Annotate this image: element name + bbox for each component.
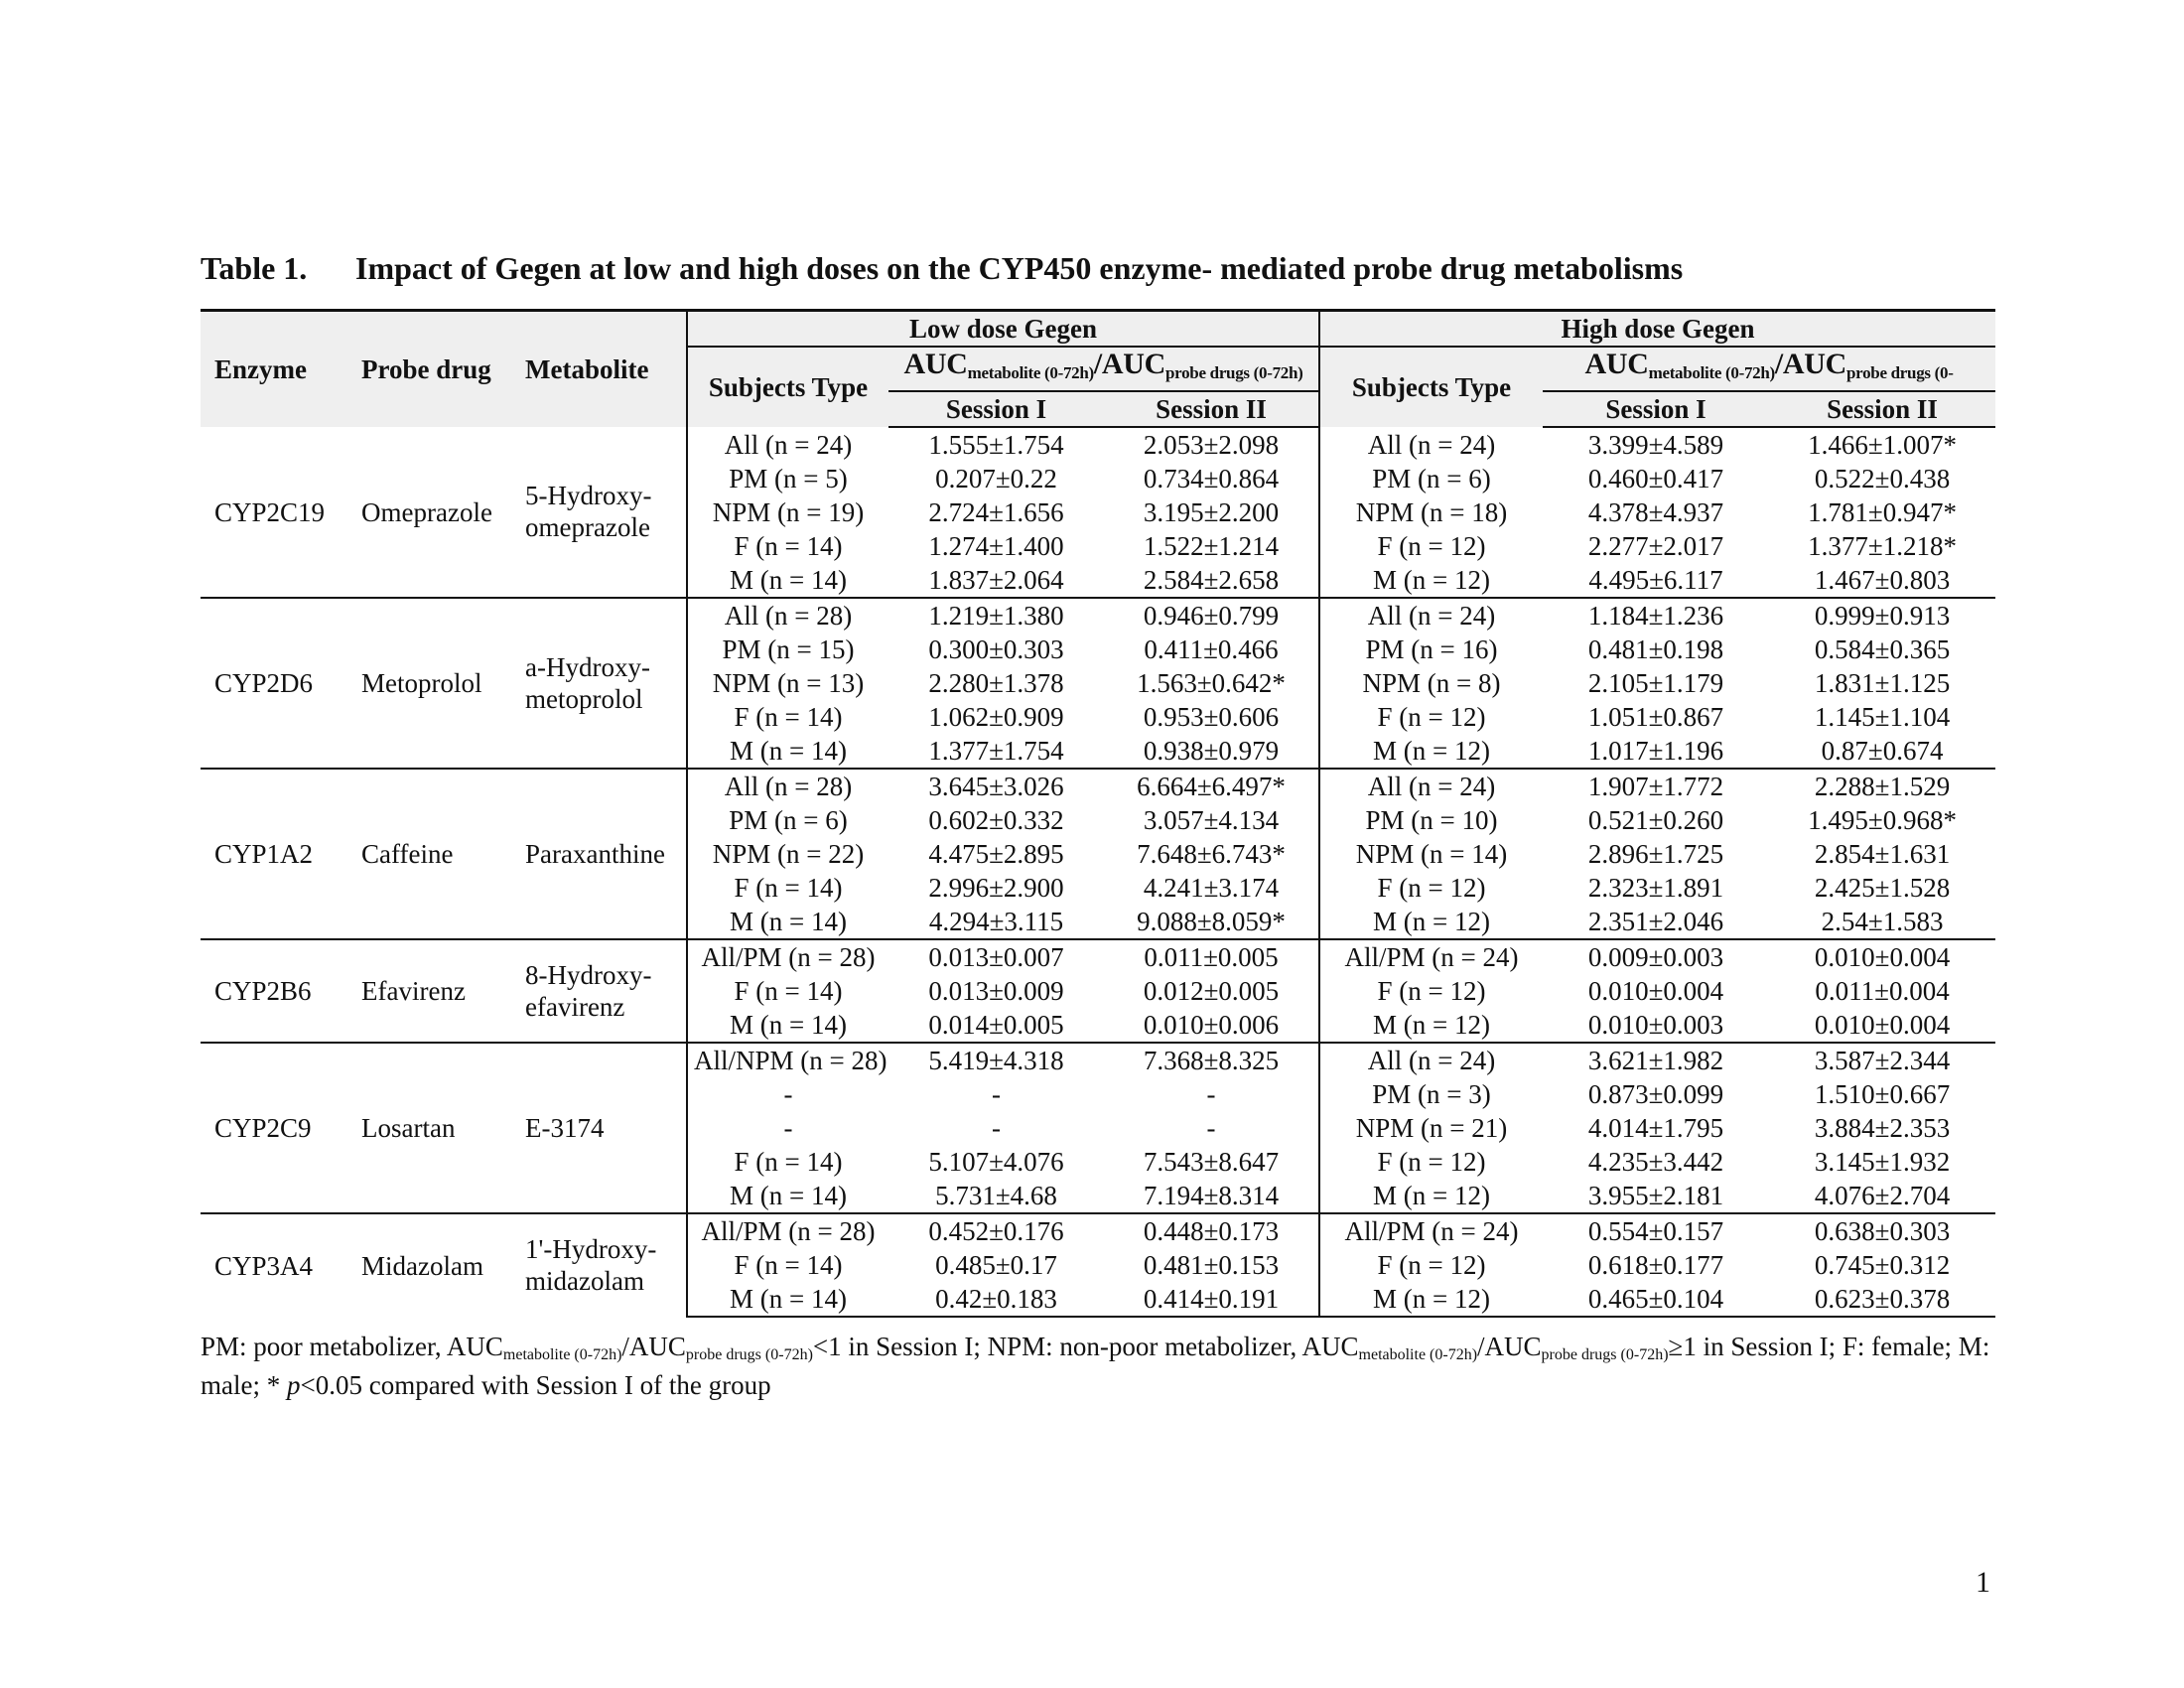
low-session-2-value: 0.012±0.005 xyxy=(1143,976,1280,1006)
low-auc-ratio-header: $AUC_{metabolite (0-72h)}/AUC_{probe drugs (0-72h)}$ xyxy=(888,347,1319,391)
high-subjects: NPM (n = 14) xyxy=(1319,837,1543,871)
table-label: Table 1. xyxy=(201,250,308,286)
low-subjects: All/PM (n = 28) xyxy=(687,939,888,974)
probe-drug-cell: Omeprazole xyxy=(361,496,492,527)
low-session-1-value: 1.274±1.400 xyxy=(928,531,1064,561)
table-header xyxy=(201,311,1995,428)
metabolite-cell: E-3174 xyxy=(511,1043,687,1213)
high-session-1-value: 0.618±0.177 xyxy=(1587,1250,1724,1280)
high-session-1-value: 0.460±0.417 xyxy=(1587,464,1724,493)
low-session-2-value: 0.481±0.153 xyxy=(1143,1250,1280,1280)
low-subjects: M (n = 14) xyxy=(687,563,888,598)
low-session-1-value: 0.42±0.183 xyxy=(888,1282,1104,1317)
low-session-1-value: 1.555±1.754 xyxy=(928,430,1064,460)
high-session-1-value: 3.621±1.982 xyxy=(1543,1043,1769,1077)
high-session-1-value: 2.351±2.046 xyxy=(1587,907,1724,936)
high-auc-ratio-header: $AUC_{metabolite (0-72h)}/AUC_{probe drugs (0-}$ xyxy=(1543,347,1995,391)
low-session-2-value: 1.563±0.642* xyxy=(1137,668,1286,698)
low-session-1-value: 5.107±4.076 xyxy=(928,1147,1064,1177)
high-subjects: F (n = 12) xyxy=(1319,700,1543,734)
high-subjects: All (n = 24) xyxy=(1319,598,1543,633)
results-table xyxy=(201,309,1995,1318)
low-session-2-value: 0.411±0.466 xyxy=(1144,634,1279,664)
low-session-2-value: 3.195±2.200 xyxy=(1143,497,1280,527)
high-session-1-value: 4.014±1.795 xyxy=(1587,1113,1724,1143)
high-session-2-value: 0.010±0.004 xyxy=(1769,939,1995,974)
high-session-1-value: 1.907±1.772 xyxy=(1543,769,1769,803)
high-session-2-value: 3.587±2.344 xyxy=(1769,1043,1995,1077)
low-session-1-value: 2.996±2.900 xyxy=(928,873,1064,903)
high-subjects: PM (n = 6) xyxy=(1319,462,1543,495)
enzyme-cell: CYP2D6 xyxy=(201,598,347,769)
high-session-1-value: 2.105±1.179 xyxy=(1587,668,1724,698)
low-subjects-type: Subjects Type xyxy=(687,347,888,427)
low-subjects: PM (n = 6) xyxy=(687,803,888,837)
high-session-2-value: 1.467±0.803 xyxy=(1814,565,1951,595)
high-session-1-value: 2.896±1.725 xyxy=(1587,839,1724,869)
low-session-1-value: 2.280±1.378 xyxy=(928,668,1064,698)
low-subjects: NPM (n = 13) xyxy=(687,666,888,700)
low-session-2-value: - xyxy=(1206,1079,1216,1109)
high-session-2-value: 0.010±0.004 xyxy=(1814,1010,1951,1040)
high-session-1-value: 0.481±0.198 xyxy=(1587,634,1724,664)
high-session-2-value: 0.584±0.365 xyxy=(1814,634,1951,664)
low-session-2-value: 2.584±2.658 xyxy=(1143,565,1280,595)
high-subjects: M (n = 12) xyxy=(1319,905,1543,939)
enzyme-cell: CYP2B6 xyxy=(201,939,347,1043)
table-caption xyxy=(201,250,1683,287)
high-session-1-value: 0.010±0.003 xyxy=(1587,1010,1724,1040)
high-subjects: F (n = 12) xyxy=(1319,974,1543,1008)
high-session-2-value: 0.623±0.378 xyxy=(1769,1282,1995,1317)
low-subjects: NPM (n = 19) xyxy=(687,495,888,529)
enzyme-cell: CYP2C9 xyxy=(201,1043,347,1213)
low-session-2-value: 0.414±0.191 xyxy=(1104,1282,1319,1317)
high-subjects: F (n = 12) xyxy=(1319,871,1543,905)
high-subjects: F (n = 12) xyxy=(1319,1145,1543,1179)
high-subjects: M (n = 12) xyxy=(1319,734,1543,769)
low-session-1-value: 0.207±0.22 xyxy=(935,464,1057,493)
table-title: Impact of Gegen at low and high doses on the CYP450 enzyme- mediated probe drug metabolisms xyxy=(355,250,1684,286)
high-subjects: All/PM (n = 24) xyxy=(1319,939,1543,974)
low-subjects: All (n = 28) xyxy=(687,769,888,803)
col-metabolite: Metabolite xyxy=(525,354,649,384)
high-session-1-value: 4.378±4.937 xyxy=(1587,497,1724,527)
high-subjects: All (n = 24) xyxy=(1319,427,1543,462)
high-session-2-value: 4.076±2.704 xyxy=(1814,1181,1951,1210)
low-session-1-value: 3.645±3.026 xyxy=(888,769,1104,803)
high-subjects: F (n = 12) xyxy=(1319,529,1543,563)
low-session-2: Session II xyxy=(1104,391,1319,427)
low-subjects: F (n = 14) xyxy=(687,1145,888,1179)
low-session-2-value: 2.053±2.098 xyxy=(1143,430,1280,460)
low-session-1-value: 1.837±2.064 xyxy=(928,565,1064,595)
high-session-2-value: 3.884±2.353 xyxy=(1814,1113,1951,1143)
metabolite-cell: Paraxanthine xyxy=(511,769,687,939)
low-subjects: NPM (n = 22) xyxy=(687,837,888,871)
probe-drug-cell: Losartan xyxy=(347,1043,511,1213)
low-session-1-value: 4.294±3.115 xyxy=(928,907,1064,936)
col-probe-drug: Probe drug xyxy=(361,354,491,384)
high-session-1-value: 0.010±0.004 xyxy=(1587,976,1724,1006)
high-session-1-value: 0.873±0.099 xyxy=(1587,1079,1724,1109)
metabolite-cell: a-Hydroxy-metoprolol xyxy=(511,598,687,769)
high-session-2-value: 1.495±0.968* xyxy=(1808,805,1957,835)
high-session-2-value: 2.54±1.583 xyxy=(1821,907,1944,936)
low-subjects: M (n = 14) xyxy=(687,905,888,939)
high-subjects: All (n = 24) xyxy=(1319,769,1543,803)
col-enzyme: Enzyme xyxy=(214,354,307,384)
high-session-1-value: 4.495±6.117 xyxy=(1588,565,1723,595)
low-subjects: M (n = 14) xyxy=(687,734,888,769)
high-subjects: M (n = 12) xyxy=(1319,1179,1543,1213)
low-session-1-value: 1.219±1.380 xyxy=(888,598,1104,633)
probe-drug-cell: Metoprolol xyxy=(347,598,511,769)
low-subjects: F (n = 14) xyxy=(687,700,888,734)
high-subjects: PM (n = 3) xyxy=(1319,1077,1543,1111)
high-subjects: NPM (n = 21) xyxy=(1319,1111,1543,1145)
low-session-2-value: 1.522±1.214 xyxy=(1143,531,1280,561)
high-subjects: M (n = 12) xyxy=(1319,1282,1543,1317)
low-dose-header: Low dose Gegen xyxy=(687,311,1319,348)
low-session-2-value: 0.448±0.173 xyxy=(1104,1213,1319,1248)
high-session-1: Session I xyxy=(1543,391,1769,427)
high-session-1-value: 4.235±3.442 xyxy=(1587,1147,1724,1177)
high-session-2-value: 1.377±1.218* xyxy=(1808,531,1957,561)
low-session-1-value: 2.724±1.656 xyxy=(928,497,1064,527)
page-number: 1 xyxy=(1976,1566,1990,1599)
high-subjects: M (n = 12) xyxy=(1319,563,1543,598)
low-session-1-value: 5.731±4.68 xyxy=(935,1181,1057,1210)
low-subjects: All (n = 24) xyxy=(687,427,888,462)
high-session-1-value: 0.465±0.104 xyxy=(1543,1282,1769,1317)
table-body xyxy=(201,427,1995,1317)
high-session-2-value: 0.522±0.438 xyxy=(1814,464,1951,493)
table-row xyxy=(201,598,1995,633)
low-subjects: F (n = 14) xyxy=(687,871,888,905)
high-session-1-value: 0.009±0.003 xyxy=(1543,939,1769,974)
table-row xyxy=(201,939,1995,974)
table-row xyxy=(201,1213,1995,1248)
metabolite-cell: 5-Hydroxy-omeprazole xyxy=(525,481,652,542)
low-subjects: - xyxy=(687,1111,888,1145)
high-session-2-value: 0.87±0.674 xyxy=(1821,736,1944,766)
low-subjects: PM (n = 5) xyxy=(687,462,888,495)
high-subjects-type: Subjects Type xyxy=(1319,347,1543,427)
high-session-1-value: 0.521±0.260 xyxy=(1587,805,1724,835)
high-session-2-value: 2.854±1.631 xyxy=(1814,839,1951,869)
metabolite-cell: 1'-Hydroxy-midazolam xyxy=(511,1213,687,1317)
high-session-1-value: 0.554±0.157 xyxy=(1543,1213,1769,1248)
high-subjects: NPM (n = 18) xyxy=(1319,495,1543,529)
low-subjects: F (n = 14) xyxy=(687,974,888,1008)
high-session-1-value: 3.955±2.181 xyxy=(1587,1181,1724,1210)
high-session-2-value: 1.831±1.125 xyxy=(1814,668,1951,698)
low-session-2-value: 7.368±8.325 xyxy=(1104,1043,1319,1077)
enzyme-cell: CYP2C19 xyxy=(214,496,326,527)
high-subjects: All (n = 24) xyxy=(1319,1043,1543,1077)
high-subjects: M (n = 12) xyxy=(1319,1008,1543,1043)
low-session-2-value: - xyxy=(1206,1113,1216,1143)
low-session-1-value: 1.062±0.909 xyxy=(928,702,1064,732)
probe-drug-cell: Caffeine xyxy=(347,769,511,939)
low-session-2-value: 3.057±4.134 xyxy=(1143,805,1280,835)
enzyme-cell: CYP3A4 xyxy=(201,1213,347,1317)
low-session-1: Session I xyxy=(888,391,1104,427)
high-session-2-value: 2.288±1.529 xyxy=(1769,769,1995,803)
low-session-2-value: 0.011±0.005 xyxy=(1104,939,1319,974)
table-footnote: PM: poor metabolizer, $AUC_{metabolite (0-72h)}/AUC_{probe drugs (0-72h)}<1$ in Session I; NPM: non-poor metabolizer, $AUC_{metabolite (0-72h)}/AUC_{probe drugs (0-72h)}\ge 1$ in Session I; F: female; M: male; * p<0.05 compared with Session I of the group xyxy=(201,1332,1990,1400)
low-session-1-value: 0.485±0.17 xyxy=(935,1250,1057,1280)
low-session-2-value: 6.664±6.497* xyxy=(1104,769,1319,803)
low-subjects: - xyxy=(687,1077,888,1111)
metabolite-cell: 8-Hydroxy-efavirenz xyxy=(511,939,687,1043)
low-subjects: M (n = 14) xyxy=(687,1282,888,1317)
table-row xyxy=(201,1043,1995,1077)
high-session-2-value: 0.745±0.312 xyxy=(1814,1250,1951,1280)
low-session-1-value: 5.419±4.318 xyxy=(888,1043,1104,1077)
high-session-2-value: 1.510±0.667 xyxy=(1814,1079,1951,1109)
high-session-2-value: 2.425±1.528 xyxy=(1814,873,1951,903)
high-session-2-value: 1.781±0.947* xyxy=(1808,497,1957,527)
low-subjects: All/NPM (n = 28) xyxy=(687,1043,888,1077)
high-session-2-value: 0.011±0.004 xyxy=(1815,976,1950,1006)
low-session-1-value: 4.475±2.895 xyxy=(928,839,1064,869)
table-row xyxy=(201,769,1995,803)
probe-drug-cell: Efavirenz xyxy=(347,939,511,1043)
low-session-2-value: 0.946±0.799 xyxy=(1104,598,1319,633)
high-session-1-value: 2.277±2.017 xyxy=(1587,531,1724,561)
high-subjects: All/PM (n = 24) xyxy=(1319,1213,1543,1248)
enzyme-cell: CYP1A2 xyxy=(201,769,347,939)
low-subjects: F (n = 14) xyxy=(687,1248,888,1282)
high-session-1-value: 1.051±0.867 xyxy=(1587,702,1724,732)
high-session-1-value: 2.323±1.891 xyxy=(1587,873,1724,903)
high-session-1-value: 1.184±1.236 xyxy=(1543,598,1769,633)
high-subjects: PM (n = 16) xyxy=(1319,633,1543,666)
low-session-1-value: 0.013±0.009 xyxy=(928,976,1064,1006)
low-subjects: All (n = 28) xyxy=(687,598,888,633)
high-session-2-value: 3.145±1.932 xyxy=(1814,1147,1951,1177)
low-session-1-value: - xyxy=(992,1079,1001,1109)
high-subjects: F (n = 12) xyxy=(1319,1248,1543,1282)
low-session-2-value: 4.241±3.174 xyxy=(1143,873,1280,903)
low-subjects: M (n = 14) xyxy=(687,1179,888,1213)
low-session-2-value: 9.088±8.059* xyxy=(1137,907,1286,936)
low-session-2-value: 7.648±6.743* xyxy=(1137,839,1286,869)
low-session-1-value: 0.014±0.005 xyxy=(928,1010,1064,1040)
low-subjects: All/PM (n = 28) xyxy=(687,1213,888,1248)
low-session-2-value: 0.953±0.606 xyxy=(1143,702,1280,732)
high-dose-header: High dose Gegen xyxy=(1319,311,1995,348)
high-session-1-value: 1.017±1.196 xyxy=(1587,736,1724,766)
low-session-1-value: 0.300±0.303 xyxy=(928,634,1064,664)
low-session-1-value: 0.013±0.007 xyxy=(888,939,1104,974)
high-session-2: Session II xyxy=(1769,391,1995,427)
low-session-2-value: 0.938±0.979 xyxy=(1143,736,1280,766)
low-subjects: M (n = 14) xyxy=(687,1008,888,1043)
low-subjects: F (n = 14) xyxy=(687,529,888,563)
high-session-2-value: 1.466±1.007* xyxy=(1808,430,1957,460)
low-subjects: PM (n = 15) xyxy=(687,633,888,666)
high-session-2-value: 1.145±1.104 xyxy=(1814,702,1951,732)
low-session-2-value: 0.010±0.006 xyxy=(1143,1010,1280,1040)
high-session-1-value: 3.399±4.589 xyxy=(1587,430,1724,460)
high-subjects: PM (n = 10) xyxy=(1319,803,1543,837)
low-session-1-value: - xyxy=(992,1113,1001,1143)
high-session-2-value: 0.999±0.913 xyxy=(1769,598,1995,633)
low-session-1-value: 0.602±0.332 xyxy=(928,805,1064,835)
high-subjects: NPM (n = 8) xyxy=(1319,666,1543,700)
table-row xyxy=(201,427,1995,462)
low-session-2-value: 0.734±0.864 xyxy=(1143,464,1280,493)
probe-drug-cell: Midazolam xyxy=(347,1213,511,1317)
high-session-2-value: 0.638±0.303 xyxy=(1769,1213,1995,1248)
low-session-2-value: 7.543±8.647 xyxy=(1143,1147,1280,1177)
low-session-1-value: 0.452±0.176 xyxy=(888,1213,1104,1248)
low-session-1-value: 1.377±1.754 xyxy=(928,736,1064,766)
low-session-2-value: 7.194±8.314 xyxy=(1143,1181,1280,1210)
